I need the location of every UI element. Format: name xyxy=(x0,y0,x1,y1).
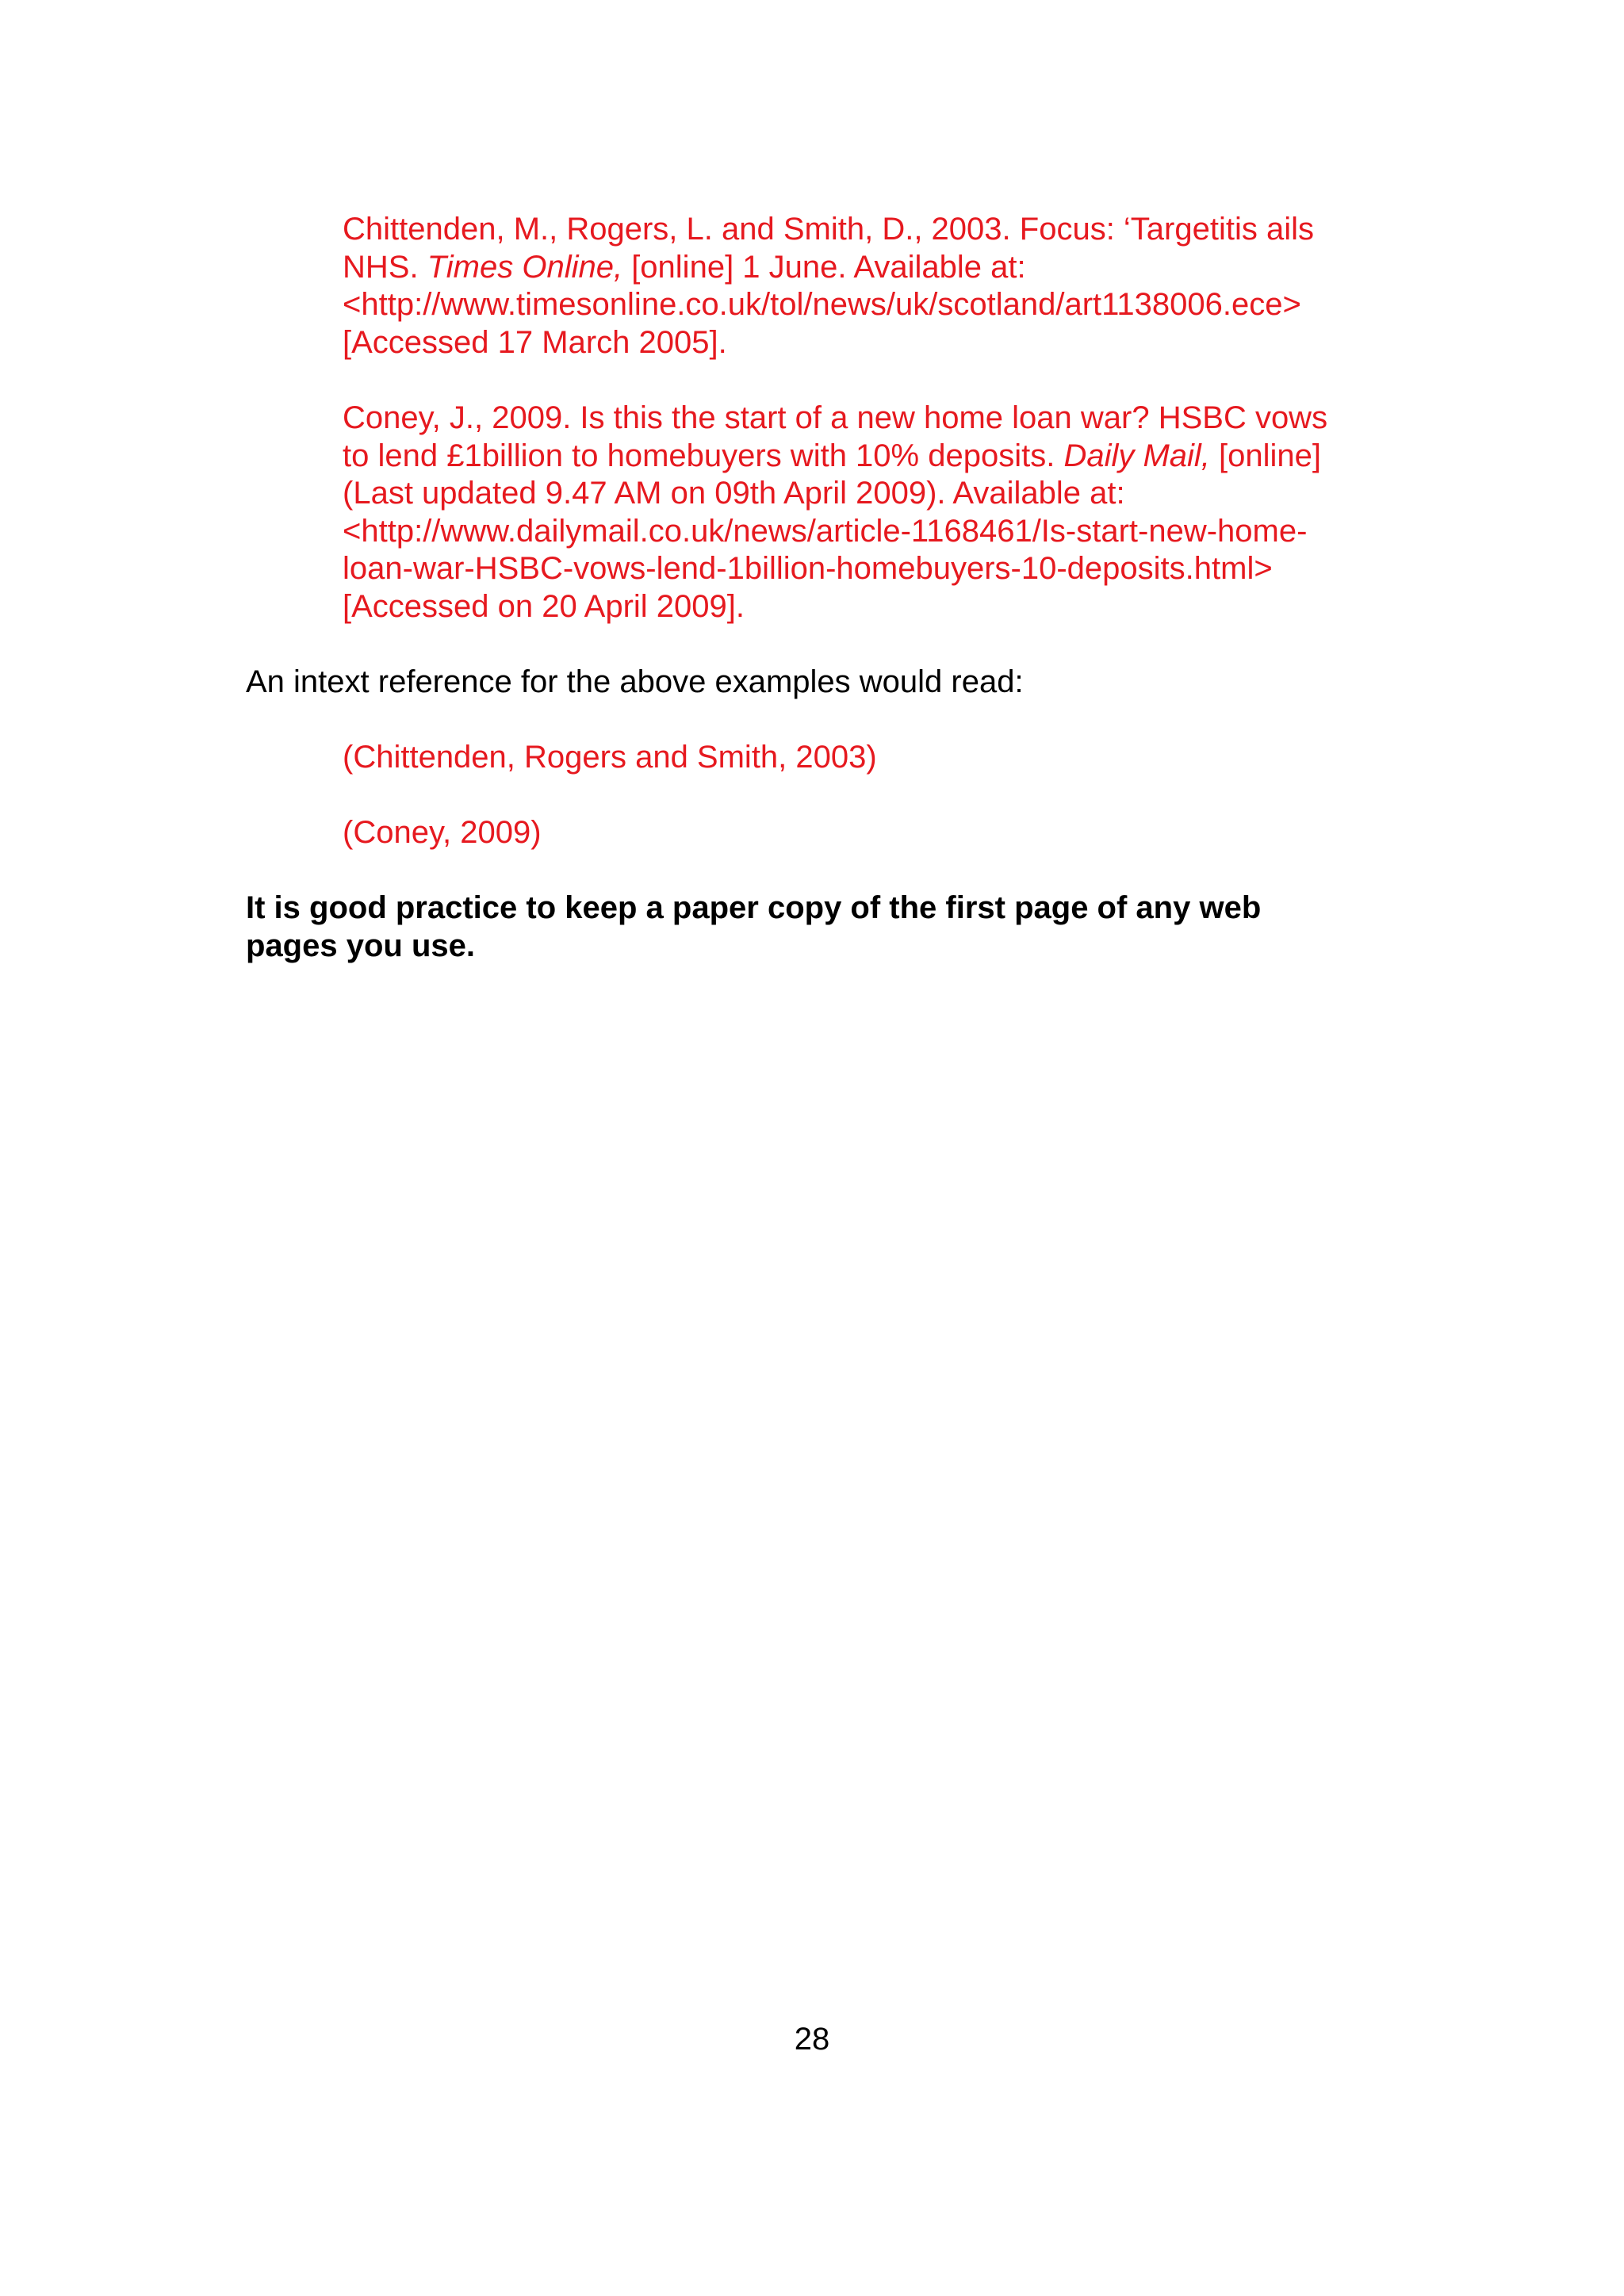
reference-text: [online] xyxy=(1209,438,1322,473)
note-line: pages you use. xyxy=(246,928,475,963)
reference-text: [online] 1 June. Available at: xyxy=(622,249,1026,285)
reference-line xyxy=(343,588,1389,626)
note-line: It is good practice to keep a paper copy of the first page of any web xyxy=(246,890,1262,925)
reference-text: loan-war-HSBC-vows-lend-1billion-homebuyers-10-deposits.html> xyxy=(343,551,1273,586)
reference-text: NHS. xyxy=(343,249,427,285)
reference-text: <http://www.dailymail.co.uk/news/article-1168461/Is-start-new-home- xyxy=(343,513,1308,549)
intext-example-chittenden: (Chittenden, Rogers and Smith, 2003) xyxy=(343,740,877,775)
reference-line xyxy=(343,324,1389,362)
good-practice-note xyxy=(246,890,1261,965)
reference-line xyxy=(343,249,1389,287)
reference-text: [Accessed 17 March 2005]. xyxy=(343,324,727,360)
intext-intro: An intext reference for the above examples would read: xyxy=(246,664,1024,699)
reference-text: Chittenden, M., Rogers, L. and Smith, D., 2003. Focus: ‘Targetitis ails xyxy=(343,212,1314,247)
reference-entry-chittenden xyxy=(343,211,1389,362)
reference-entry-coney xyxy=(343,400,1389,626)
intext-example-coney: (Coney, 2009) xyxy=(343,815,542,850)
reference-url xyxy=(343,513,1389,551)
reference-text: to lend £1billion to homebuyers with 10% deposits. xyxy=(343,438,1064,473)
reference-url xyxy=(343,286,1389,324)
reference-line xyxy=(343,211,1389,249)
publication-title: Daily Mail, xyxy=(1063,438,1210,473)
reference-text: [Accessed on 20 April 2009]. xyxy=(343,588,745,624)
reference-url xyxy=(343,550,1389,588)
reference-text: <http://www.timesonline.co.uk/tol/news/uk/scotland/art1138006.ece> xyxy=(343,287,1301,322)
publication-title: Times Online, xyxy=(427,249,623,285)
page-number: 28 xyxy=(794,2022,830,2057)
reference-line xyxy=(343,400,1389,438)
reference-line xyxy=(343,475,1389,513)
reference-text: (Last updated 9.47 AM on 09th April 2009). Available at: xyxy=(343,476,1125,511)
reference-line xyxy=(343,438,1389,476)
reference-text: Coney, J., 2009. Is this the start of a new home loan war? HSBC vows xyxy=(343,400,1328,435)
